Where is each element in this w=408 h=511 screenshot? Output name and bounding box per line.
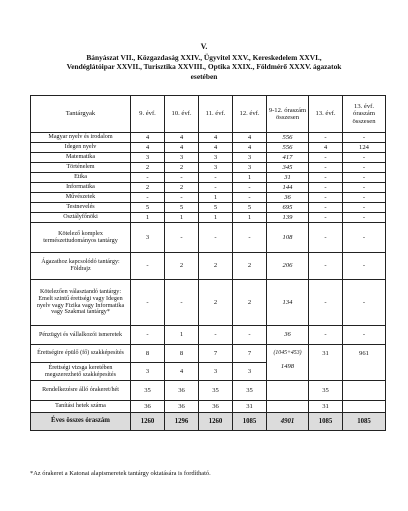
value-cell: - — [309, 133, 343, 143]
value-cell: 2 — [131, 163, 165, 173]
value-cell: 35 — [233, 381, 267, 401]
value-cell: - — [343, 203, 386, 213]
value-cell: 31 — [309, 345, 343, 363]
value-cell: - — [309, 173, 343, 183]
subject-cell: Érettségire épülő (fő) szakképesítés — [31, 345, 131, 363]
value-cell: 2 — [233, 253, 267, 280]
subject-cell: Tanítási hetek száma — [31, 401, 131, 413]
value-cell: 3 — [199, 363, 233, 381]
sum-cell: 206 — [267, 253, 309, 280]
table-row — [31, 253, 386, 280]
value-cell: - — [309, 203, 343, 213]
total-cell: 1260 — [131, 413, 165, 431]
value-cell: 5 — [131, 203, 165, 213]
value-cell: - — [343, 280, 386, 326]
document-heading — [20, 42, 388, 81]
value-cell: - — [343, 133, 386, 143]
table-row — [31, 193, 386, 203]
value-cell: - — [309, 213, 343, 223]
subject-cell: Ágazathoz kapcsolódó tantárgy: Földrajz — [31, 253, 131, 280]
sum-cell: (1045+453) — [267, 345, 309, 363]
value-cell: - — [199, 223, 233, 253]
table-row — [31, 173, 386, 183]
value-cell: - — [165, 223, 199, 253]
header-grade-11: 11. évf. — [199, 96, 233, 133]
value-cell: 3 — [233, 153, 267, 163]
value-cell: 2 — [165, 253, 199, 280]
value-cell: 1 — [233, 213, 267, 223]
value-cell: - — [309, 153, 343, 163]
header-grade-12: 12. évf. — [233, 96, 267, 133]
subject-cell: Pénzügyi és vállalkozói ismeretek — [31, 326, 131, 345]
value-cell: - — [343, 173, 386, 183]
sum-cell — [267, 381, 309, 401]
subject-cell: Művészetek — [31, 193, 131, 203]
value-cell: - — [165, 193, 199, 203]
value-cell: 36 — [131, 401, 165, 413]
value-cell: 36 — [165, 401, 199, 413]
value-cell — [343, 401, 386, 413]
subject-cell: Magyar nyelv és irodalom — [31, 133, 131, 143]
value-cell: - — [131, 280, 165, 326]
value-cell: - — [309, 193, 343, 203]
value-cell — [309, 363, 343, 381]
value-cell: - — [199, 183, 233, 193]
value-cell: 4 — [165, 143, 199, 153]
value-cell: - — [233, 193, 267, 203]
sum-cell: 556 — [267, 133, 309, 143]
value-cell: 35 — [199, 381, 233, 401]
value-cell: 3 — [131, 153, 165, 163]
header-grade-13: 13. évf. — [309, 96, 343, 133]
value-cell: 1 — [165, 326, 199, 345]
value-cell: 1 — [165, 213, 199, 223]
total-cell: 1085 — [343, 413, 386, 431]
value-cell: - — [233, 183, 267, 193]
table-row — [31, 223, 386, 253]
value-cell — [343, 381, 386, 401]
value-cell: 4 — [233, 133, 267, 143]
subject-cell: Kötelezően választandó tantárgy: Emelt szintű érettségi vagy Idegen nyelv vagy Fizika vagy Informatika vagy Szakmai tantárgy* — [31, 280, 131, 326]
table-row — [31, 143, 386, 153]
value-cell: - — [309, 223, 343, 253]
value-cell: 31 — [233, 401, 267, 413]
sum-cell — [267, 401, 309, 413]
value-cell: 961 — [343, 345, 386, 363]
sum-cell: 345 — [267, 163, 309, 173]
sum-cell: 695 — [267, 203, 309, 213]
value-cell: - — [309, 163, 343, 173]
value-cell: - — [131, 173, 165, 183]
value-cell: 2 — [131, 183, 165, 193]
value-cell: 31 — [309, 401, 343, 413]
table-row — [31, 163, 386, 173]
value-cell: - — [309, 280, 343, 326]
value-cell: 124 — [343, 143, 386, 153]
value-cell: - — [131, 326, 165, 345]
value-cell: 2 — [165, 183, 199, 193]
value-cell: 3 — [233, 163, 267, 173]
sum-cell: 36 — [267, 326, 309, 345]
total-row — [31, 413, 386, 431]
value-cell: 35 — [309, 381, 343, 401]
value-cell: - — [343, 326, 386, 345]
header-total-13: 13. évf. óraszám összesen — [343, 96, 386, 133]
heading-line-3: esetében — [190, 71, 218, 81]
value-cell: - — [343, 223, 386, 253]
table-row — [31, 401, 386, 413]
value-cell: - — [233, 326, 267, 345]
sum-cell: 144 — [267, 183, 309, 193]
value-cell: 3 — [131, 363, 165, 381]
value-cell: - — [343, 253, 386, 280]
subject-cell: Kötelező komplex természettudományos tantárgy — [31, 223, 131, 253]
value-cell: - — [165, 280, 199, 326]
total-label: Éves összes óraszám — [31, 413, 131, 431]
subject-cell: Etika — [31, 173, 131, 183]
total-cell: 1260 — [199, 413, 233, 431]
value-cell: - — [309, 326, 343, 345]
heading-line-2: Vendéglátóipar XXVII., Turisztika XXVIII., Optika XXIX., Földmérő XXXV. ágazatok — [66, 62, 342, 72]
value-cell: 7 — [199, 345, 233, 363]
value-cell: 35 — [131, 381, 165, 401]
table-row — [31, 133, 386, 143]
value-cell: 4 — [165, 133, 199, 143]
value-cell: 2 — [165, 163, 199, 173]
sum-cell: 1498 — [267, 363, 309, 381]
value-cell: 3 — [165, 153, 199, 163]
table-row — [31, 345, 386, 363]
table-header-row — [31, 96, 386, 133]
value-cell: 36 — [199, 401, 233, 413]
header-total-9-12: 9-12. óraszám összesen — [267, 96, 309, 133]
subject-cell: Informatika — [31, 183, 131, 193]
value-cell: 5 — [165, 203, 199, 213]
value-cell: 7 — [233, 345, 267, 363]
value-cell: - — [343, 153, 386, 163]
subject-cell: Történelem — [31, 163, 131, 173]
value-cell: 3 — [233, 363, 267, 381]
value-cell: 2 — [199, 253, 233, 280]
table-row — [31, 213, 386, 223]
value-cell: - — [309, 183, 343, 193]
sum-cell: 108 — [267, 223, 309, 253]
value-cell: 8 — [131, 345, 165, 363]
table-row — [31, 183, 386, 193]
value-cell: - — [309, 253, 343, 280]
sum-cell: 36 — [267, 193, 309, 203]
value-cell: 1 — [199, 213, 233, 223]
value-cell: - — [131, 193, 165, 203]
subject-cell: Idegen nyelv — [31, 143, 131, 153]
value-cell: 4 — [131, 133, 165, 143]
value-cell: - — [199, 173, 233, 183]
value-cell: - — [233, 223, 267, 253]
sum-cell: 134 — [267, 280, 309, 326]
heading-line-1: Bányászat VII., Közgazdaság XXIV., Ügyvitel XXV., Kereskedelem XXVI., — [86, 52, 322, 62]
value-cell: - — [343, 193, 386, 203]
table-row — [31, 363, 386, 381]
value-cell: 4 — [199, 143, 233, 153]
total-sum-cell: 4901 — [267, 413, 309, 431]
subject-cell: Testnevelés — [31, 203, 131, 213]
value-cell: - — [199, 326, 233, 345]
footnote: *Az órakeret a Katonai alapismeretek tantárgy oktatására is fordítható. — [30, 470, 211, 477]
header-grade-9: 9. évf. — [131, 96, 165, 133]
value-cell: - — [131, 253, 165, 280]
sum-cell: 556 — [267, 143, 309, 153]
table-row — [31, 203, 386, 213]
table-row — [31, 381, 386, 401]
sum-cell: 139 — [267, 213, 309, 223]
header-subjects: Tantárgyak — [31, 96, 131, 133]
value-cell: 1 — [233, 173, 267, 183]
value-cell: - — [343, 213, 386, 223]
value-cell: 5 — [233, 203, 267, 213]
value-cell: 4 — [131, 143, 165, 153]
table-row — [31, 326, 386, 345]
value-cell: 36 — [165, 381, 199, 401]
value-cell: 2 — [199, 280, 233, 326]
value-cell: - — [343, 163, 386, 173]
value-cell: 2 — [233, 280, 267, 326]
value-cell: - — [165, 173, 199, 183]
value-cell: 4 — [165, 363, 199, 381]
value-cell: 1 — [131, 213, 165, 223]
value-cell: 8 — [165, 345, 199, 363]
value-cell: 4 — [233, 143, 267, 153]
value-cell: - — [343, 183, 386, 193]
curriculum-table — [30, 95, 386, 431]
total-cell: 1085 — [309, 413, 343, 431]
table-row — [31, 153, 386, 163]
header-grade-10: 10. évf. — [165, 96, 199, 133]
section-number: V. — [200, 42, 208, 51]
subject-cell: Osztályfőnöki — [31, 213, 131, 223]
value-cell: 4 — [199, 133, 233, 143]
sum-cell: 417 — [267, 153, 309, 163]
subject-cell: Érettségi vizsga keretében megszerezhető szakképesítés — [31, 363, 131, 381]
value-cell: 3 — [199, 153, 233, 163]
table-row — [31, 280, 386, 326]
value-cell: 3 — [199, 163, 233, 173]
value-cell: 4 — [309, 143, 343, 153]
sum-cell: 31 — [267, 173, 309, 183]
subject-cell: Matematika — [31, 153, 131, 163]
total-cell: 1085 — [233, 413, 267, 431]
value-cell — [343, 363, 386, 381]
value-cell: 3 — [131, 223, 165, 253]
value-cell: 1 — [199, 193, 233, 203]
total-cell: 1296 — [165, 413, 199, 431]
value-cell: 5 — [199, 203, 233, 213]
subject-cell: Rendelkezésre álló órakeret/hét — [31, 381, 131, 401]
